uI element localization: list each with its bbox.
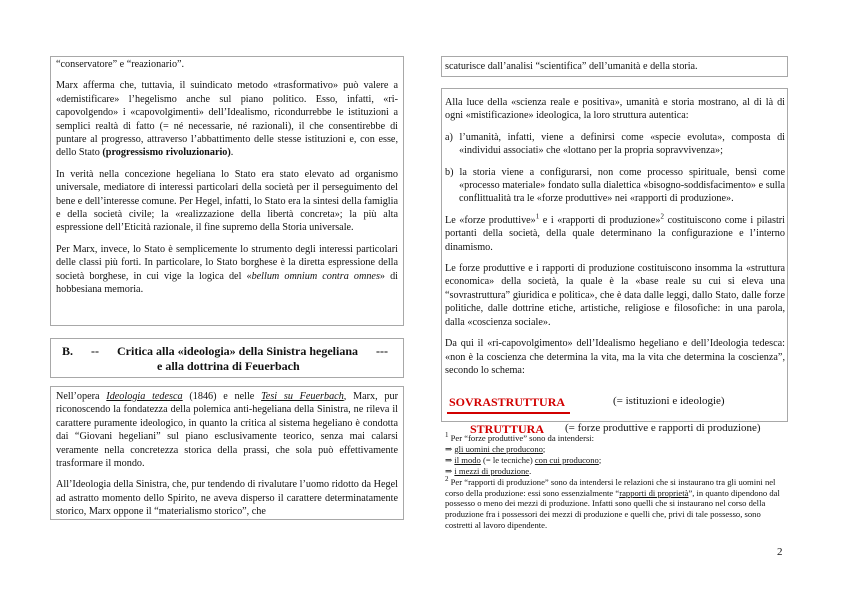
left-paragraph-3: Per Marx, invece, lo Stato è semplicemente lo strumento degli interessi particolari delle classi più forti. In particolare, lo Stato borghese è la diretta espressione della società borghese, in cui vige la logica del «bellum omnium contra omnes» di hobbesiana memoria. [56, 243, 398, 296]
progressismo-bold: (progressismo rivoluzionario) [102, 147, 231, 159]
sovrastruttura-label: SOVRASTRUTTURA [449, 395, 566, 409]
left-text-block-1 [56, 58, 398, 297]
struttura-label: STRUTTURA [470, 422, 545, 436]
footnote-2: $^2$ Per “rapporti di produzione” sono da intendersi le relazioni che si instaurano tra gli uomini nel corso della produzione: essi sono essenzialmente “rapporti di proprietà”, in quanto dipendono dal possesso o meno dei mezzi di produzione. Infatti sono quelli che si instaurano nel corso della produzione fra i possessori dei mezzi di produzione e quelli che, privi di tale possesso, sono costretti al lavoro dipendente. [445, 474, 780, 531]
footnote-ref-2[interactable]: 2 [660, 212, 664, 221]
left-paragraph-5: All’Ideologia della Sinistra, che, pur tendendo di rivalutare l’uomo ridotto da Hegel ad astratto momento dello Spirito, ne aveva disperso il carattere determinatamente storico, Marx oppone il “materialismo storico”, che [56, 479, 398, 518]
schema-divider-line [447, 412, 570, 414]
right-text-block-2 [445, 96, 785, 377]
title-tesi-su-feuerbach: Tesi su Feuerbach [261, 391, 344, 402]
footnote-1-item-1: ⇒ gli uomini che producono; [445, 443, 546, 454]
right-paragraph-1: Alla luce della «scienza reale e positiva», umanità e storia mostrano, al di là di ogni «mistificazione» ideologica, la loro struttura autentica: [445, 97, 785, 122]
struttura-desc: (= forze produttive e rapporti di produzione) [565, 422, 761, 434]
footnote-1-item-2: ⇒ il modo (= le tecniche) con cui producono; [445, 454, 602, 465]
left-paragraph-4: Nell’opera Ideologia tedesca (1846) e nelle Tesi su Feuerbach, Marx, pur riconoscendo la fondatezza della polemica anti-hegeliana della Sinistra, ne rileva il carattere puramente ideologico, in quanto la critica al sistema hegeliano è condotta dai “Giovani hegeliani” sul piano esclusivamente teorico, senza mai calarsi veramente nella concretezza storica della prassi, che sola può effettivamente trasformare il mondo. [56, 391, 399, 470]
arrow-right-icon: ⇒ [445, 454, 453, 465]
list-item-a: a) l’umanità, infatti, viene a definirsi come «specie evoluta», composta di «individui associati» che «lottano per la propria sopravvivenza»; [445, 131, 785, 157]
left-paragraph-2: In verità nella concezione hegeliana lo Stato era stato elevato ad organismo universale, mediatore di interessi particolari della società per il perseguimento del bene e dell’interesse comune. Per Hegel, infatti, lo Stato era la sintesi della famiglia e della società civile; la «realizzazione della libertà concreta»; la più alta espressione dell’Eticità razionale, il fine supremo della Storia universale. [56, 168, 398, 234]
right-paragraph-3: Le forze produttive e i rapporti di produzione costituiscono insomma la «struttura economica» della società, la quale è la «base reale su cui si eleva una “sovrastruttura” giuridica e politica», che è data dalle leggi, dallo Stato, dalle forze politiche, dalle dottrine etiche, artistiche, religiose e filosofiche: in una parola, dalla «coscienza sociale». [445, 263, 785, 328]
page-number: 2 [777, 546, 783, 558]
list-item-b: b) la storia viene a configurarsi, non come processo spirituale, bensì come «processo materiale» fondato sulla dialettica «bisogno-soddisfacimento» e sulla conflittualità tra le «forze produttive» nei «rapporti di produzione». [445, 166, 785, 205]
right-paragraph-2: Le «forze produttive»$^1$ e i «rapporti di produzione»$^2$ costituiscono come i pilastri portanti della società, della quale determinano la configurazione e l’interno dinamismo. [445, 212, 785, 253]
footnotes-block [445, 433, 785, 531]
section-header-line-2: e alla dottrina di Feuerbach [157, 359, 300, 373]
sovrastruttura-desc: (= istituzioni e ideologie) [613, 395, 725, 407]
section-header-line-1: B. -- Critica alla «ideologia» della Sinistra hegeliana --- [62, 344, 388, 358]
title-ideologia-tedesca: Ideologia tedesca [106, 391, 183, 402]
arrow-right-icon: ⇒ [445, 443, 453, 454]
left-paragraph-1: Marx afferma che, tuttavia, il suindicato metodo «trasformativo» può valere a «demistificare» l’hegelismo anche sul piano politico. Esso, infatti, «ri-capovolgendo» i «capovolgimenti» dell’Idealismo, ricondurrebbe le istituzioni a semplici realtà di fatto (= né necessarie, né razionali), il che consentirebbe di puntare al progresso, attraverso l’abbattimento delle stesse istituzioni e, con esse, dello Stato (progressismo rivoluzionario). [56, 80, 398, 159]
arrow-right-icon: ⇒ [445, 465, 453, 476]
left-text-block-3 [56, 390, 398, 519]
right-text-line-1: scaturisce dall’analisi “scientifica” dell’umanità e della storia. [445, 61, 698, 72]
right-paragraph-4: Da qui il «ri-capovolgimento» dell’Idealismo hegeliano e dell’Ideologia tedesca: «non è la coscienza che determina la vita, ma la vita che determina la coscienza”, secondo lo schema: [445, 338, 785, 376]
footnote-1-item-3: ⇒ i mezzi di produzione. [445, 465, 532, 476]
left-paragraph-0: “conservatore” e “reazionario”. [56, 59, 185, 70]
footnote-ref-1[interactable]: 1 [535, 212, 540, 221]
footnote-1: $^1$ Per “forze produttive” sono da intendersi: [445, 431, 595, 443]
